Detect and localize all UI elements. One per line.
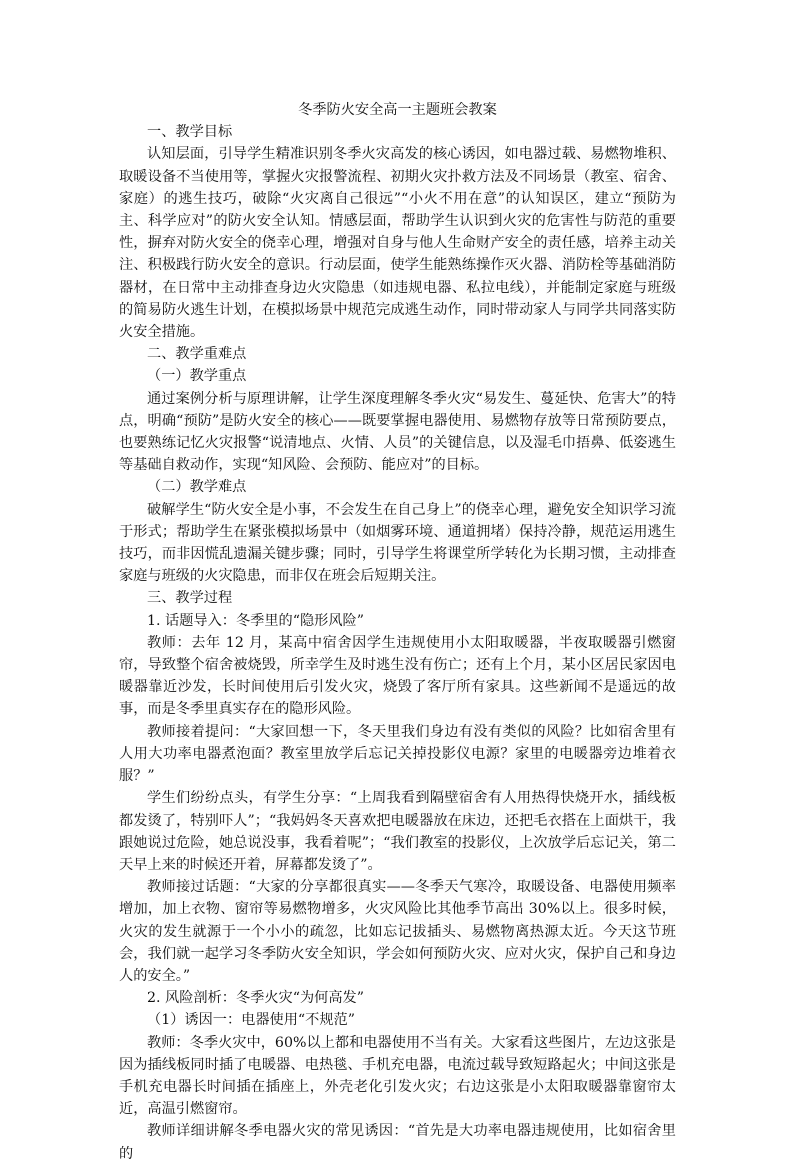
subsection-heading: （1）诱因一：电器使用“不规范” bbox=[147, 1012, 355, 1029]
subsection-heading: （二）教学难点 bbox=[147, 479, 247, 496]
paragraph: 教师详细讲解冬季电器火灾的常见诱因：“首先是大功率电器违规使用，比如宿舍里的 bbox=[119, 1123, 676, 1162]
paragraph: 教师接着提问：“大家回想一下，冬天里我们身边有没有类似的风险？比如宿舍里有人用大功率电器煮泡面？教室里放学后忘记关掉投影仪电源？家里的电暖器旁边堆着衣服？” bbox=[119, 723, 676, 785]
section-heading: 一、教学目标 bbox=[147, 124, 233, 141]
paragraph: 通过案例分析与原理讲解，让学生深度理解冬季火灾“易发生、蔓延快、危害大”的特点，明确“预防”是防火安全的核心——既要掌握电器使用、易燃物存放等日常预防要点，也要熟练记忆火灾报警“说清地点、火情、人员”的关键信息，以及湿毛巾捂鼻、低姿逃生等基础自救动作，实现“知风险、会预防、能应对”的目标。 bbox=[119, 390, 676, 474]
document-body bbox=[119, 121, 676, 1165]
paragraph: 教师：冬季火灾中，60%以上都和电器使用不当有关。大家看这些图片，左边这张是因为插线板同时插了电暖器、电热毯、手机充电器，电流过载导致短路起火；中间这张是手机充电器长时间插在插座上，外壳老化引发火灾；右边这张是小太阳取暖器靠窗帘太近，高温引燃窗帘。 bbox=[119, 1034, 676, 1118]
paragraph: 认知层面，引导学生精准识别冬季火灾高发的核心诱因，如电器过载、易燃物堆积、取暖设备不当使用等，掌握火灾报警流程、初期火灾扑救方法及不同场景（教室、宿舍、家庭）的逃生技巧，破除“火灾离自己很远”“小火不用在意”的认知误区，建立“预防为主、科学应对”的防火安全认知。情感层面，帮助学生认识到火灾的危害性与防范的重要性，摒弃对防火安全的侥幸心理，增强对自身与他人生命财产安全的责任感，培养主动关注、积极践行防火安全的意识。行动层面，使学生能熟练操作灭火器、消防栓等基础消防器材，在日常中主动排查身边火灾隐患（如违规电器、私拉电线），并能制定家庭与班级的简易防火逃生计划，在模拟场景中规范完成逃生动作，同时带动家人与同学共同落实防火安全措施。 bbox=[119, 146, 676, 341]
section-heading: 三、教学过程 bbox=[147, 590, 233, 607]
subsection-heading: （一）教学重点 bbox=[147, 368, 247, 385]
step-heading: 2. 风险剖析：冬季火灾“为何高发” bbox=[147, 990, 364, 1007]
step-heading: 1. 话题导入：冬季里的“隐形风险” bbox=[147, 612, 364, 629]
paragraph: 学生们纷纷点头，有学生分享：“上周我看到隔壁宿舍有人用热得快烧开水，插线板都发烫了，特别吓人”；“我妈妈冬天喜欢把电暖器放在床边，还把毛衣搭在上面烘干，我跟她说过危险，她总说没事，我看着呢”；“我们教室的投影仪，上次放学后忘记关，第二天早上来的时候还开着，屏幕都发烫了”。 bbox=[119, 790, 676, 873]
document-page bbox=[119, 99, 676, 1165]
document-title: 冬季防火安全高一主题班会教案 bbox=[298, 102, 497, 118]
section-heading: 二、教学重难点 bbox=[147, 346, 247, 363]
paragraph: 教师接过话题：“大家的分享都很真实——冬季天气寒冷，取暖设备、电器使用频率增加，加上衣物、窗帘等易燃物增多，火灾风险比其他季节高出 30%以上。很多时候，火灾的发生就源于一个小小的疏忽，比如忘记拔插头、易燃物离热源太近。今天这节班会，我们就一起学习冬季防火安全知识，学会如何预防火灾、应对火灾，保护自己和身边人的安全。” bbox=[119, 879, 676, 984]
paragraph: 教师：去年 12 月，某高中宿舍因学生违规使用小太阳取暖器，半夜取暖器引燃窗帘，导致整个宿舍被烧毁，所幸学生及时逃生没有伤亡；还有上个月，某小区居民家因电暖器靠近沙发，长时间使用后引发火灾，烧毁了客厅所有家具。这些新闻不是遥远的故事，而是冬季里真实存在的隐形风险。 bbox=[119, 634, 676, 718]
paragraph: 破解学生“防火安全是小事，不会发生在自己身上”的侥幸心理，避免安全知识学习流于形式；帮助学生在紧张模拟场景中（如烟雾环境、通道拥堵）保持冷静，规范运用逃生技巧，而非因慌乱遗漏关键步骤；同时，引导学生将课堂所学转化为长期习惯，主动排查家庭与班级的火灾隐患，而非仅在班会后短期关注。 bbox=[119, 501, 676, 585]
